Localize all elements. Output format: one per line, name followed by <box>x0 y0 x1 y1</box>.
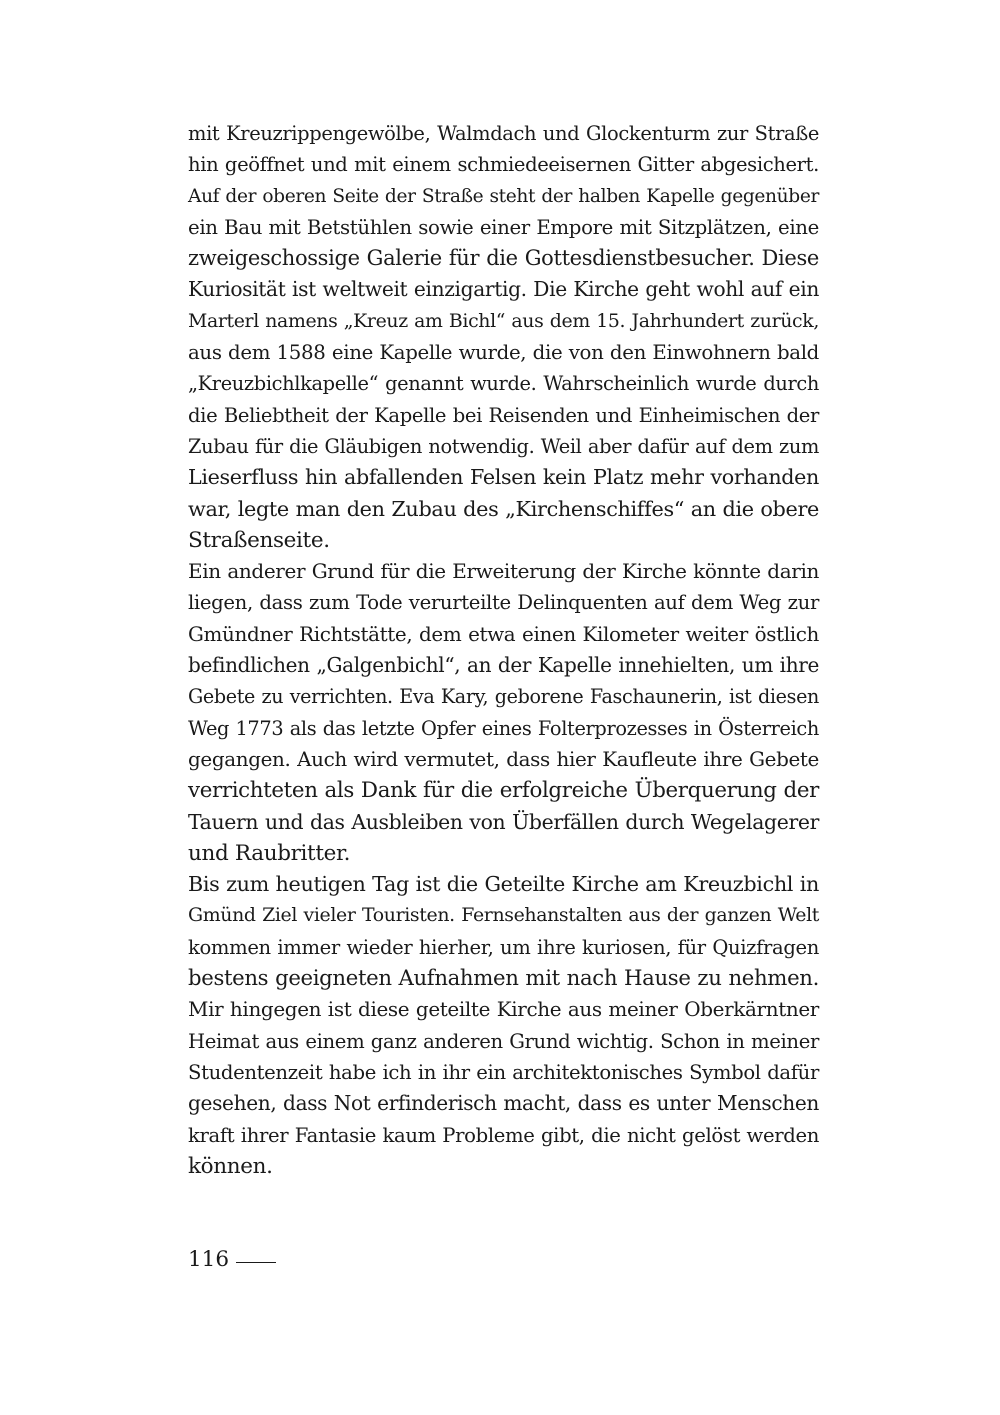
paragraph-end-line: und Raubritter. <box>188 840 351 866</box>
page-number: 116 <box>188 1247 230 1272</box>
text-line: Mir hingegen ist diese geteilte Kirche aus meiner Oberkärntner <box>188 997 819 1022</box>
paragraph-end-line: können. <box>188 1153 273 1179</box>
text-line: Heimat aus einem ganz anderen Grund wichtig. Schon in meiner <box>188 1029 819 1053</box>
text-line: kraft ihrer Fantasie kaum Probleme gibt, die nicht gelöst werden <box>188 1123 819 1147</box>
text-line: Zubau für die Gläubigen notwendig. Weil aber dafür auf dem zum <box>188 434 819 458</box>
text-line: mit Kreuzrippengewölbe, Walmdach und Glockenturm zur Straße <box>188 122 819 145</box>
text-line: Weg 1773 als das letzte Opfer eines Folterprozesses in Österreich <box>188 716 819 740</box>
text-line: gegangen. Auch wird vermutet, dass hier Kaufleute ihre Gebete <box>188 747 819 771</box>
footer-rule <box>236 1262 276 1263</box>
text-line: hin geöffnet und mit einem schmiedeeisernen Gitter abgesichert. <box>188 153 819 177</box>
text-line: die Beliebtheit der Kapelle bei Reisenden und Einheimischen der <box>188 403 819 427</box>
text-line: Studentenzeit habe ich in ihr ein architektonisches Symbol dafür <box>188 1060 819 1084</box>
text-line: Tauern und das Ausbleiben von Überfällen durch Wegelagerer <box>188 809 819 834</box>
text-line: war, legte man den Zubau des „Kirchenschiffes“ an die obere <box>188 496 819 521</box>
body-text <box>188 118 819 1182</box>
text-line: kommen immer wieder hierher, um ihre kuriosen, für Quizfragen <box>188 935 819 959</box>
text-line: befindlichen „Galgenbichl“, an der Kapelle innehielten, um ihre <box>188 653 819 678</box>
text-line: verrichteten als Dank für die erfolgreiche Überquerung der <box>188 778 819 804</box>
text-line: liegen, dass zum Tode verurteilte Delinquenten auf dem Weg zur <box>188 591 819 615</box>
text-line: zweigeschossige Galerie für die Gottesdienstbesucher. Diese <box>188 246 819 271</box>
text-line: Marterl namens „Kreuz am Bichl“ aus dem 15. Jahrhundert zurück, <box>188 309 819 332</box>
text-line: Gebete zu verrichten. Eva Kary, geborene Faschaunerin, ist diesen <box>188 685 819 709</box>
text-line: Gmünd Ziel vieler Touristen. Fernsehanstalten aus der ganzen Welt <box>188 904 819 927</box>
paragraph-end-line: Straßenseite. <box>188 527 330 553</box>
text-line: aus dem 1588 eine Kapelle wurde, die von den Einwohnern bald <box>188 341 819 365</box>
text-line: „Kreuzbichlkapelle“ genannt wurde. Wahrscheinlich wurde durch <box>188 372 819 396</box>
page-footer <box>188 1247 276 1277</box>
text-line: gesehen, dass Not erfinderisch macht, dass es unter Menschen <box>188 1091 819 1116</box>
text-line: Kuriosität ist weltweit einzigartig. Die Kirche geht wohl auf ein <box>188 277 819 302</box>
text-line: Ein anderer Grund für die Erweiterung der Kirche könnte darin <box>188 559 819 584</box>
text-line: bestens geeigneten Aufnahmen mit nach Hause zu nehmen. <box>188 966 819 992</box>
text-line: ein Bau mit Betstühlen sowie einer Empore mit Sitzplätzen, eine <box>188 215 819 239</box>
text-line: Bis zum heutigen Tag ist die Geteilte Kirche am Kreuzbichl in <box>188 872 819 897</box>
text-line: Lieserfluss hin abfallenden Felsen kein Platz mehr vorhanden <box>188 465 819 490</box>
text-line: Auf der oberen Seite der Straße steht der halben Kapelle gegenüber <box>188 185 819 207</box>
text-line: Gmündner Richtstätte, dem etwa einen Kilometer weiter östlich <box>188 622 819 646</box>
